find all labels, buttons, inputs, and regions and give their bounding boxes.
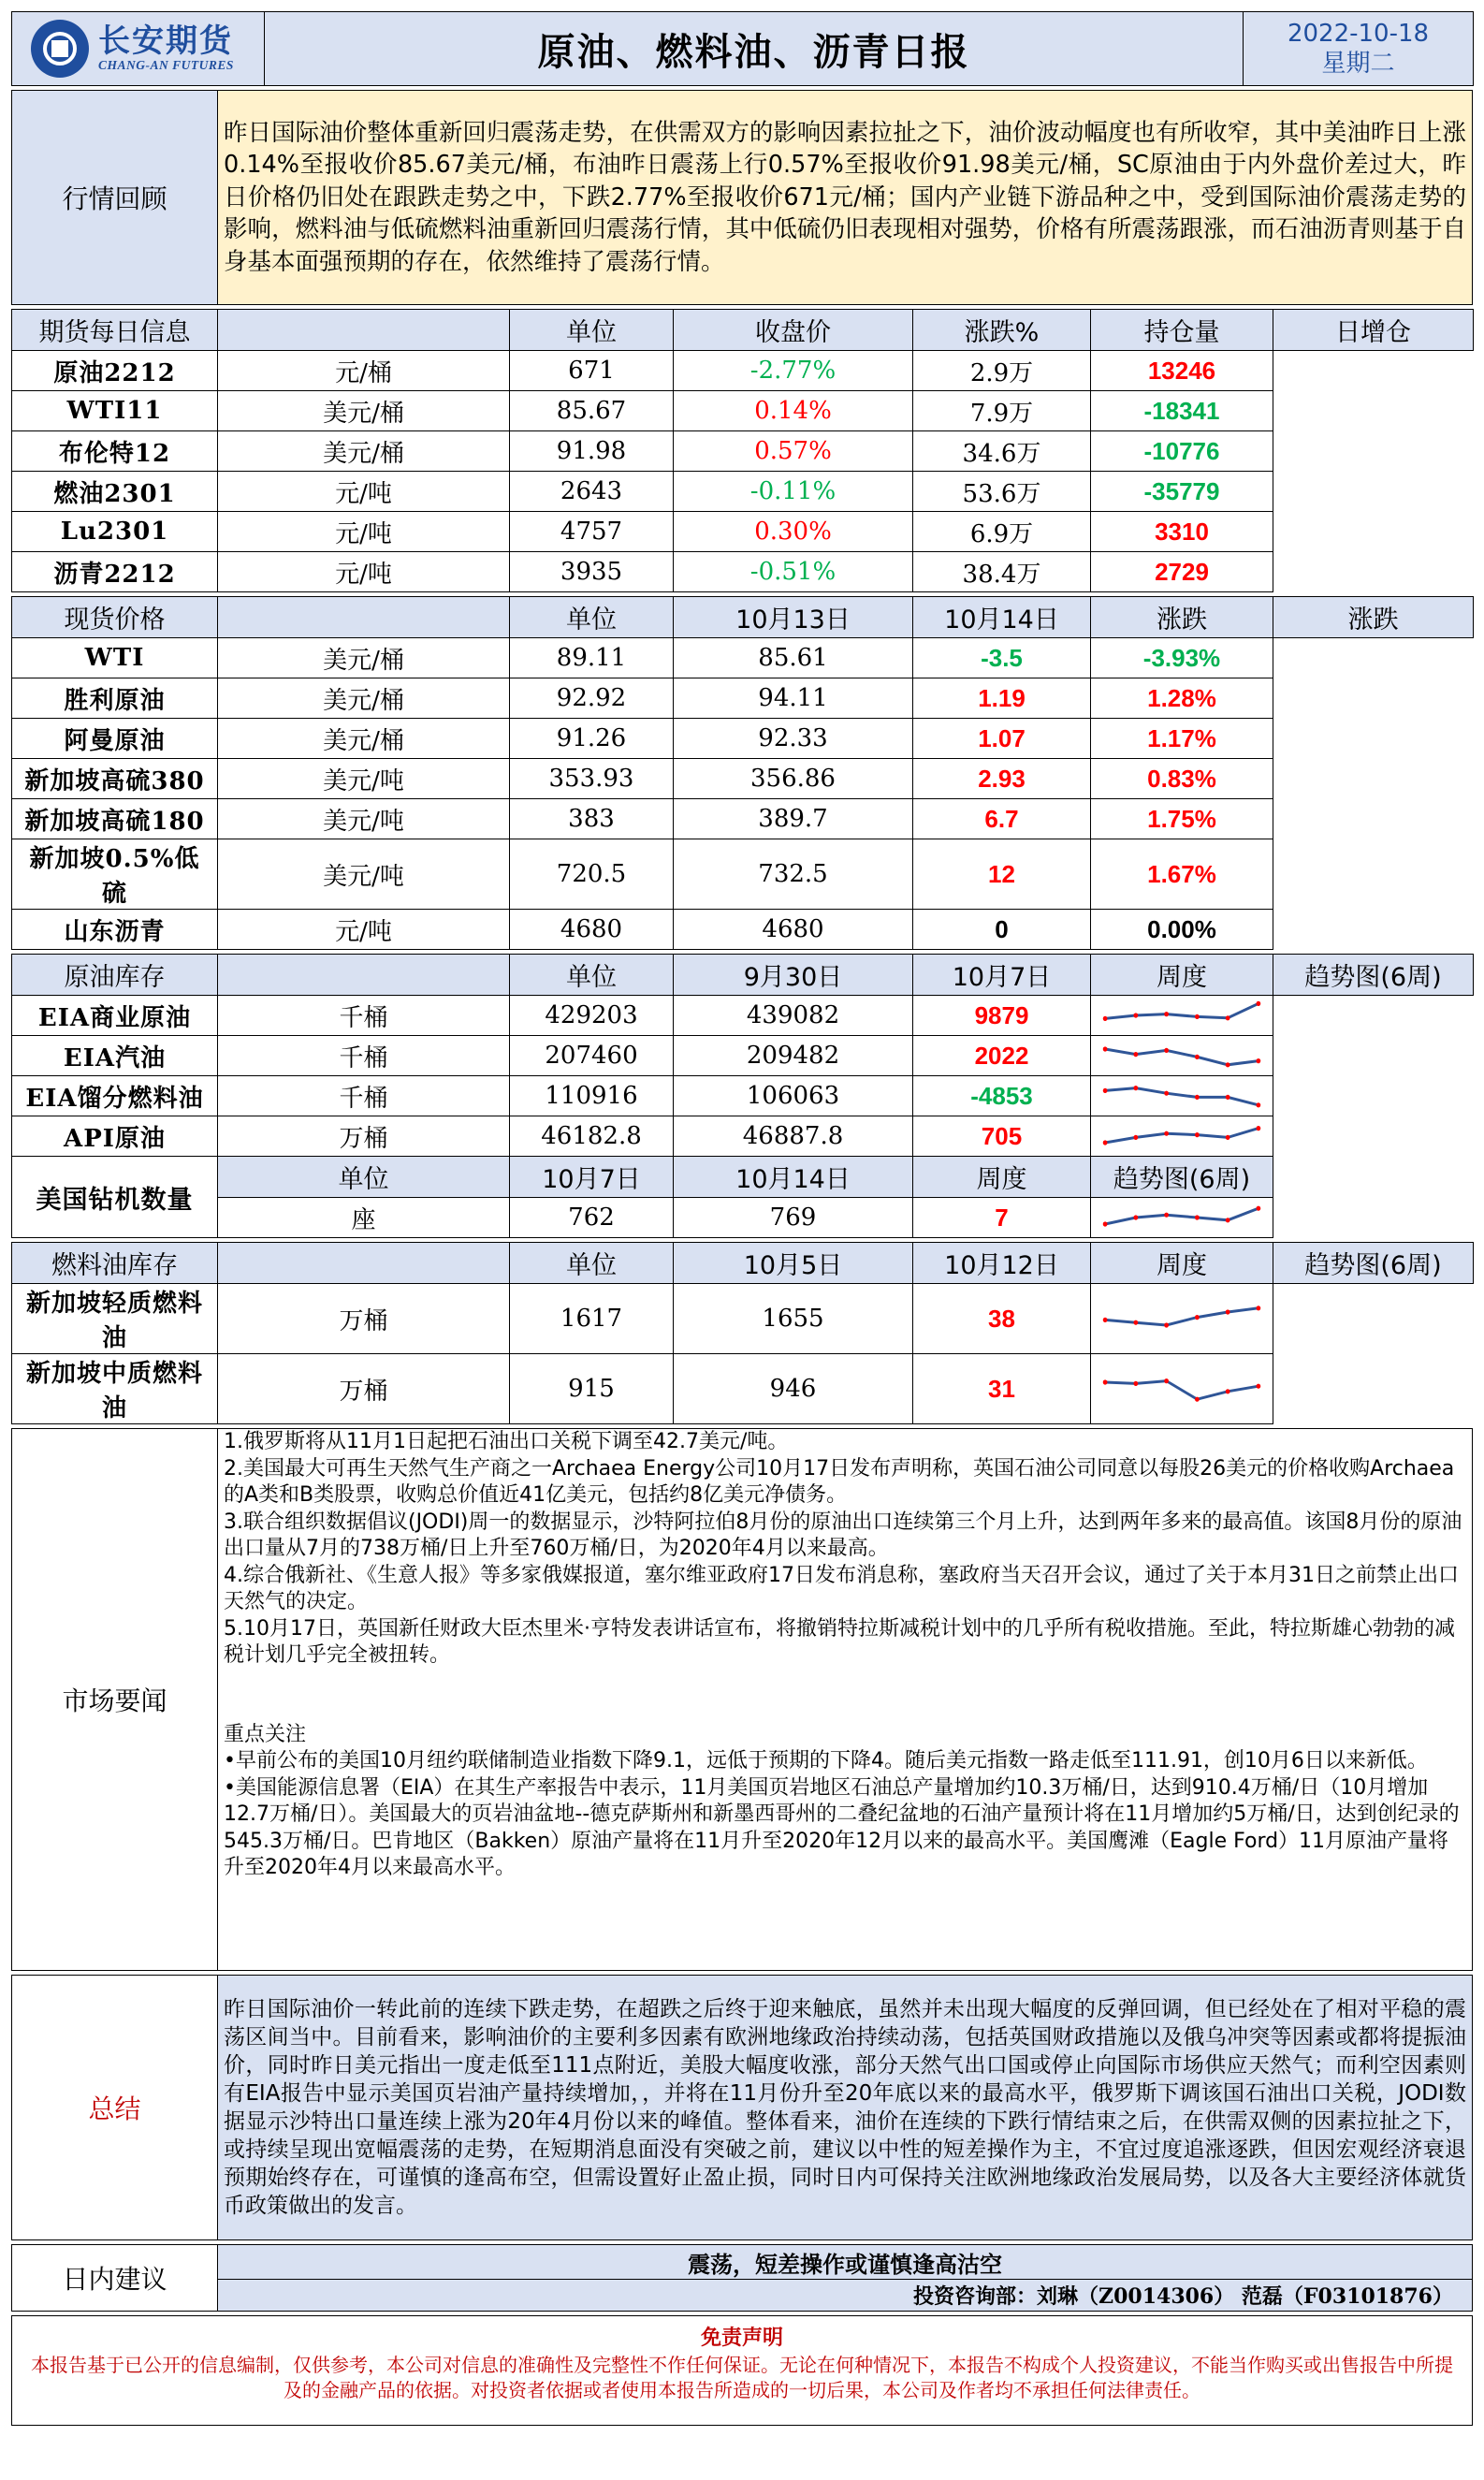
fuel-inventory-label: 燃料油库存 <box>12 1243 218 1284</box>
crude-inventory-value-d2: 439082 <box>674 996 913 1036</box>
spot-row <box>12 678 1474 719</box>
news-content <box>218 1429 1473 1971</box>
fuel-inventory-value-d2: 1655 <box>674 1284 913 1354</box>
crude-inventory-row <box>12 1076 1474 1116</box>
spot-price-d2: 92.33 <box>674 719 913 759</box>
fuel-inventory-1-trend-point-1 <box>1103 1318 1108 1322</box>
spot-change-pct: 1.28% <box>1091 678 1273 719</box>
crude-inventory-weekly-change: 2022 <box>913 1036 1091 1076</box>
futures-header-blank <box>218 310 510 351</box>
crude-inventory-item-name: EIA馏分燃料油 <box>12 1076 218 1116</box>
spot-row <box>12 799 1474 839</box>
logo-cn-text: 长安期货 <box>98 22 233 60</box>
fuel-inventory-1-trend-point-2 <box>1133 1320 1138 1325</box>
crude-inventory-item-name: EIA汽油 <box>12 1036 218 1076</box>
spot-change-pct: 0.83% <box>1091 759 1273 799</box>
news-item-1: 1.俄罗斯将从11月1日起把石油出口关税下调至42.7美元/吨。 <box>224 1430 789 1453</box>
spot-price-d1: 4680 <box>510 910 674 950</box>
futures-close: 2643 <box>510 472 674 512</box>
crude-inventory-1-trend-line <box>1105 1003 1258 1018</box>
fuel-inventory-value-d1: 1617 <box>510 1284 674 1354</box>
crude-inventory-4-trend-point-6 <box>1257 1126 1261 1131</box>
crude-inventory-3-trend-point-4 <box>1195 1095 1200 1100</box>
crude-header-d1: 9月30日 <box>674 955 913 996</box>
spot-price-d1: 353.93 <box>510 759 674 799</box>
crude-inventory-value-d1: 207460 <box>510 1036 674 1076</box>
futures-row <box>12 512 1474 552</box>
disclaimer-section <box>11 2315 1473 2426</box>
futures-close: 3935 <box>510 552 674 592</box>
company-logo-icon <box>31 20 89 78</box>
spot-label: 现货价格 <box>12 597 218 638</box>
futures-change-pct: 0.14% <box>674 391 913 431</box>
spot-product-name: 新加坡高硫380 <box>12 759 218 799</box>
spot-price-d2: 4680 <box>674 910 913 950</box>
futures-change-pct: -0.51% <box>674 552 913 592</box>
crude-inventory-3-trend-point-2 <box>1133 1086 1138 1090</box>
fuel-inventory-row <box>12 1354 1474 1424</box>
fuel-inventory-trend-sparkline <box>1097 1372 1267 1406</box>
rig-d2: 769 <box>674 1198 913 1238</box>
review-section <box>11 90 1473 305</box>
spot-product-name: 新加坡0.5%低硫 <box>12 839 218 910</box>
rig-trend-point-1 <box>1103 1221 1108 1226</box>
spot-change-pct: 1.75% <box>1091 799 1273 839</box>
crude-inventory-unit: 千桶 <box>218 996 510 1036</box>
date-cell <box>1244 12 1474 86</box>
futures-row <box>12 472 1474 512</box>
futures-change-pct: 0.30% <box>674 512 913 552</box>
rig-trend-line <box>1105 1208 1258 1224</box>
futures-open-interest: 7.9万 <box>913 391 1091 431</box>
spot-row <box>12 719 1474 759</box>
futures-open-interest: 38.4万 <box>913 552 1091 592</box>
spot-product-name: WTI <box>12 638 218 678</box>
spot-unit: 美元/桶 <box>218 638 510 678</box>
spot-unit: 美元/桶 <box>218 678 510 719</box>
crude-inventory-unit: 千桶 <box>218 1076 510 1116</box>
fuel-header-d2: 10月12日 <box>913 1243 1091 1284</box>
crude-inventory-4-trend-point-3 <box>1164 1131 1169 1136</box>
spot-change: -3.5 <box>913 638 1091 678</box>
spot-price-d2: 85.61 <box>674 638 913 678</box>
crude-inventory-4-trend-point-2 <box>1133 1135 1138 1140</box>
crude-inventory-item-name: EIA商业原油 <box>12 996 218 1036</box>
crude-inventory-row <box>12 996 1474 1036</box>
crude-inventory-value-d2: 46887.8 <box>674 1116 913 1157</box>
fuel-inventory-unit: 万桶 <box>218 1284 510 1354</box>
futures-open-interest: 34.6万 <box>913 431 1091 472</box>
futures-row <box>12 431 1474 472</box>
spot-header-blank <box>218 597 510 638</box>
spot-change-pct: -3.93% <box>1091 638 1273 678</box>
spot-row <box>12 910 1474 950</box>
crude-inventory-2-trend-line <box>1105 1049 1258 1065</box>
crude-inventory-3-trend-point-5 <box>1226 1095 1230 1100</box>
spot-change: 1.07 <box>913 719 1091 759</box>
news-label: 市场要闻 <box>12 1429 218 1971</box>
fuel-inventory-trend-sparkline <box>1097 1302 1267 1335</box>
rig-header-unit: 单位 <box>218 1157 510 1198</box>
crude-inventory-trend-cell <box>1091 1036 1273 1076</box>
futures-header-row <box>12 310 1474 351</box>
futures-header-oi: 持仓量 <box>1091 310 1273 351</box>
crude-inventory-4-trend-line <box>1105 1129 1258 1143</box>
crude-inventory-1-trend-point-2 <box>1133 1013 1138 1017</box>
crude-inventory-table <box>11 954 1474 1238</box>
spot-header-d1: 10月13日 <box>674 597 913 638</box>
rig-header-d2: 10月14日 <box>674 1157 913 1198</box>
fuel-header-d1: 10月5日 <box>674 1243 913 1284</box>
crude-inventory-2-trend-point-3 <box>1164 1048 1169 1053</box>
fuel-inventory-table <box>11 1242 1474 1424</box>
rig-trend-point-5 <box>1226 1218 1230 1222</box>
futures-close: 85.67 <box>510 391 674 431</box>
rig-trend-point-2 <box>1133 1215 1138 1219</box>
crude-header-unit: 单位 <box>510 955 674 996</box>
spot-table <box>11 596 1474 950</box>
crude-header-d2: 10月7日 <box>913 955 1091 996</box>
crude-inventory-value-d1: 429203 <box>510 996 674 1036</box>
spot-price-d1: 720.5 <box>510 839 674 910</box>
fuel-inventory-value-d1: 915 <box>510 1354 674 1424</box>
fuel-inventory-2-trend-point-5 <box>1226 1389 1230 1393</box>
spot-unit: 元/吨 <box>218 910 510 950</box>
futures-contract-name: 燃油2301 <box>12 472 218 512</box>
crude-inventory-trend-sparkline <box>1097 1079 1267 1113</box>
spot-unit: 美元/吨 <box>218 759 510 799</box>
futures-open-interest: 53.6万 <box>913 472 1091 512</box>
crude-inventory-weekly-change: 9879 <box>913 996 1091 1036</box>
futures-header-doi: 日增仓 <box>1273 310 1474 351</box>
crude-inventory-3-trend-point-1 <box>1103 1088 1108 1093</box>
rig-trend-sparkline <box>1097 1201 1267 1234</box>
rig-unit: 座 <box>218 1198 510 1238</box>
futures-change-pct: -2.77% <box>674 351 913 391</box>
spot-change: 6.7 <box>913 799 1091 839</box>
futures-unit: 元/吨 <box>218 512 510 552</box>
futures-daily-oi-change: -35779 <box>1091 472 1273 512</box>
rig-trend-point-4 <box>1195 1215 1200 1219</box>
news-item-2: 2.美国最大可再生天然气生产商之一Archaea Energy公司10月17日发布声明称，英国石油公司同意以每股26美元的价格收购Archaea的A类和B类股票，收购总价值近41亿美元，包括约8亿美元净债务。 <box>224 1456 1455 1507</box>
futures-daily-oi-change: -10776 <box>1091 431 1273 472</box>
focus-item-1: •早前公布的美国10月纽约联储制造业指数下降9.1，远低于预期的下降4。随后美元指数一路走低至111.91，创10月6日以来新低。 <box>224 1749 1428 1772</box>
futures-daily-oi-change: 13246 <box>1091 351 1273 391</box>
futures-header-chg: 涨跌% <box>913 310 1091 351</box>
crude-inventory-trend-sparkline <box>1097 999 1267 1032</box>
futures-unit: 美元/桶 <box>218 391 510 431</box>
report-title: 原油、燃料油、沥青日报 <box>265 12 1244 86</box>
futures-open-interest: 6.9万 <box>913 512 1091 552</box>
spot-unit: 美元/吨 <box>218 799 510 839</box>
fuel-header-trend: 趋势图(6周) <box>1273 1243 1474 1284</box>
crude-inventory-3-trend-point-6 <box>1257 1102 1261 1107</box>
crude-inventory-2-trend-point-2 <box>1133 1052 1138 1057</box>
futures-contract-name: 沥青2212 <box>12 552 218 592</box>
futures-row <box>12 552 1474 592</box>
spot-header-unit: 单位 <box>510 597 674 638</box>
crude-inventory-trend-sparkline <box>1097 1119 1267 1153</box>
crude-inventory-trend-cell <box>1091 1116 1273 1157</box>
crude-inventory-3-trend-line <box>1105 1088 1258 1105</box>
futures-close: 671 <box>510 351 674 391</box>
fuel-inventory-1-trend-point-4 <box>1195 1315 1200 1320</box>
crude-inventory-1-trend-point-5 <box>1226 1015 1230 1020</box>
futures-row <box>12 391 1474 431</box>
spot-change: 2.93 <box>913 759 1091 799</box>
report-page <box>11 11 1473 2426</box>
crude-inventory-1-trend-point-3 <box>1164 1012 1169 1016</box>
spot-change-pct: 0.00% <box>1091 910 1273 950</box>
rig-d1: 762 <box>510 1198 674 1238</box>
rig-weekly-change: 7 <box>913 1198 1091 1238</box>
crude-header-row <box>12 955 1474 996</box>
news-section <box>11 1428 1473 1971</box>
logo-cell <box>12 12 265 86</box>
rig-count-name: 美国钻机数量 <box>12 1157 218 1238</box>
rig-header-d1: 10月7日 <box>510 1157 674 1198</box>
rig-trend-point-6 <box>1257 1206 1261 1211</box>
fuel-inventory-unit: 万桶 <box>218 1354 510 1424</box>
consultant-info: 投资咨询部：刘琳（Z0014306） 范磊（F03101876） <box>218 2280 1473 2312</box>
fuel-inventory-2-trend-point-1 <box>1103 1379 1108 1384</box>
crude-inventory-3-trend-point-3 <box>1164 1091 1169 1096</box>
crude-inventory-trend-cell <box>1091 996 1273 1036</box>
crude-inventory-unit: 万桶 <box>218 1116 510 1157</box>
crude-inventory-1-trend-point-4 <box>1195 1014 1200 1019</box>
spot-price-d2: 356.86 <box>674 759 913 799</box>
review-label: 行情回顾 <box>12 91 218 305</box>
futures-change-pct: -0.11% <box>674 472 913 512</box>
crude-inventory-2-trend-point-6 <box>1257 1058 1261 1063</box>
futures-change-pct: 0.57% <box>674 431 913 472</box>
spot-change-pct: 1.17% <box>1091 719 1273 759</box>
fuel-inventory-2-trend-point-2 <box>1133 1381 1138 1386</box>
crude-inventory-weekly-change: 705 <box>913 1116 1091 1157</box>
spot-product-name: 新加坡高硫180 <box>12 799 218 839</box>
futures-header-unit: 单位 <box>510 310 674 351</box>
crude-inventory-trend-sparkline <box>1097 1039 1267 1072</box>
fuel-inventory-weekly-change: 31 <box>913 1354 1091 1424</box>
report-date: 2022-10-18 <box>1287 20 1430 48</box>
spot-unit: 美元/桶 <box>218 719 510 759</box>
spot-price-d1: 92.92 <box>510 678 674 719</box>
news-item-5: 5.10月17日，英国新任财政大臣杰里米·亨特发表讲话宣布，将撤销特拉斯减税计划中的几乎所有税收措施。至此，特拉斯雄心勃勃的减税计划几乎完全被扭转。 <box>224 1616 1455 1667</box>
futures-unit: 元/吨 <box>218 552 510 592</box>
fuel-inventory-item-name: 新加坡轻质燃料油 <box>12 1284 218 1354</box>
spot-price-d2: 94.11 <box>674 678 913 719</box>
spot-product-name: 山东沥青 <box>12 910 218 950</box>
rig-header-row <box>12 1157 1474 1198</box>
summary-text: 昨日国际油价一转此前的连续下跌走势，在超跌之后终于迎来触底，虽然并未出现大幅度的反弹回调，但已经处在了相对平稳的震荡区间当中。目前看来，影响油价的主要利多因素有欧洲地缘政治持续动荡，包括英国财政措施以及俄乌冲突等因素或都将提振油价，同时昨日美元指出一度走低至111点附近，美股大幅度收涨，部分天然气出口国或停止向国际市场供应天然气；而利空因素则有EIA报告中显示美国页岩油产量持续增加，，并将在11月份升至20年底以来的最高水平，俄罗斯下调该国石油出口关税，JODI数据显示沙特出口量连续上涨为20年4月份以来的峰值。整体看来，油价在连续的下跌行情结束之后，在供需双侧的因素拉扯之下，或持续呈现出宽幅震荡的走势，在短期消息面没有突破之前，建议以中性的短差操作为主，不宜过度追涨逐跌，但因宏观经济衰退预期始终存在，可谨慎的逢高布空，但需设置好止盈止损，同时日内可保持关注欧洲地缘政治发展局势，以及各大主要经济体就货币政策做出的发言。 <box>218 1976 1473 2240</box>
futures-contract-name: Lu2301 <box>12 512 218 552</box>
spot-change: 0 <box>913 910 1091 950</box>
fuel-inventory-1-trend-point-5 <box>1226 1309 1230 1314</box>
crude-inventory-row <box>12 1036 1474 1076</box>
spot-row <box>12 839 1474 910</box>
fuel-inventory-item-name: 新加坡中质燃料油 <box>12 1354 218 1424</box>
crude-inventory-4-trend-point-1 <box>1103 1140 1108 1145</box>
spot-row <box>12 638 1474 678</box>
fuel-inventory-weekly-change: 38 <box>913 1284 1091 1354</box>
futures-unit: 元/桶 <box>218 351 510 391</box>
fuel-inventory-trend-cell <box>1091 1284 1273 1354</box>
crude-header-wk: 周度 <box>1091 955 1273 996</box>
crude-inventory-1-trend-point-1 <box>1103 1016 1108 1021</box>
crude-inventory-value-d1: 46182.8 <box>510 1116 674 1157</box>
crude-inventory-row <box>12 1116 1474 1157</box>
crude-inventory-weekly-change: -4853 <box>913 1076 1091 1116</box>
advice-section <box>11 2244 1473 2312</box>
rig-data-row <box>12 1198 1474 1238</box>
crude-inventory-1-trend-point-6 <box>1257 1001 1261 1006</box>
fuel-inventory-trend-cell <box>1091 1354 1273 1424</box>
fuel-inventory-2-trend-point-4 <box>1195 1397 1200 1402</box>
crude-inventory-2-trend-point-1 <box>1103 1046 1108 1051</box>
disclaimer-text: 本报告基于已公开的信息编制，仅供参考，本公司对信息的准确性及完整性不作任何保证。无论在何种情况下，本报告不构成个人投资建议，不能当作购买或出售报告中所提及的金融产品的依据。对投资者依据或者使用本报告所造成的一切后果，本公司及作者均不承担任何法律责任。 <box>31 2354 1453 2401</box>
summary-label: 总结 <box>12 1976 218 2240</box>
focus-title: 重点关注 <box>224 1722 307 1746</box>
crude-header-blank <box>218 955 510 996</box>
disclaimer-title: 免责声明 <box>700 2326 783 2350</box>
report-weekday: 星期二 <box>1321 50 1395 78</box>
crude-inventory-value-d2: 106063 <box>674 1076 913 1116</box>
spot-change-pct: 1.67% <box>1091 839 1273 910</box>
fuel-inventory-2-trend-line <box>1105 1381 1258 1400</box>
futures-contract-name: WTI11 <box>12 391 218 431</box>
fuel-inventory-1-trend-point-6 <box>1257 1306 1261 1310</box>
spot-row <box>12 759 1474 799</box>
spot-price-d2: 389.7 <box>674 799 913 839</box>
rig-trend-point-3 <box>1164 1213 1169 1218</box>
spot-header-chg: 涨跌 <box>1091 597 1273 638</box>
futures-table <box>11 309 1474 592</box>
futures-contract-name: 原油2212 <box>12 351 218 391</box>
crude-header-trend: 趋势图(6周) <box>1273 955 1474 996</box>
futures-daily-oi-change: 3310 <box>1091 512 1273 552</box>
fuel-inventory-1-trend-line <box>1105 1308 1258 1325</box>
crude-inventory-value-d1: 110916 <box>510 1076 674 1116</box>
fuel-header-unit: 单位 <box>510 1243 674 1284</box>
futures-daily-oi-change: -18341 <box>1091 391 1273 431</box>
spot-change: 12 <box>913 839 1091 910</box>
futures-daily-oi-change: 2729 <box>1091 552 1273 592</box>
futures-header-close: 收盘价 <box>674 310 913 351</box>
futures-unit: 美元/桶 <box>218 431 510 472</box>
fuel-inventory-value-d2: 946 <box>674 1354 913 1424</box>
fuel-header-row <box>12 1243 1474 1284</box>
crude-inventory-2-trend-point-5 <box>1226 1062 1230 1067</box>
review-text: 昨日国际油价整体重新回归震荡走势，在供需双方的影响因素拉扯之下，油价波动幅度也有所收窄，其中美油昨日上涨0.14%至报收价85.67美元/桶，布油昨日震荡上行0.57%至报收价91.98美元/桶，SC原油由于内外盘价差过大，昨日价格仍旧处在跟跌走势之中，下跌2.77%至报收价671元/桶；国内产业链下游品种之中，受到国际油价震荡走势的影响，燃料油与低硫燃料油重新回归震荡行情，其中低硫仍旧表现相对强势，价格有所震荡跟涨，而石油沥青则基于自身基本面强预期的存在，依然维持了震荡行情。 <box>218 91 1473 305</box>
news-item-3: 3.联合组织数据倡议(JODI)周一的数据显示，沙特阿拉伯8月份的原油出口连续第三个月上升，达到两年多来的最高值。该国8月份的原油出口量从7月的738万桶/日上升至760万桶/日，为2020年4月以来最高。 <box>224 1510 1462 1560</box>
futures-close: 91.98 <box>510 431 674 472</box>
spot-header-d2: 10月14日 <box>913 597 1091 638</box>
spot-price-d2: 732.5 <box>674 839 913 910</box>
futures-close: 4757 <box>510 512 674 552</box>
spot-change: 1.19 <box>913 678 1091 719</box>
crude-inventory-unit: 千桶 <box>218 1036 510 1076</box>
fuel-header-wk: 周度 <box>1091 1243 1273 1284</box>
logo-en-text: CHANG-AN FUTURES <box>98 58 234 72</box>
fuel-inventory-2-trend-point-3 <box>1164 1379 1169 1383</box>
futures-open-interest: 2.9万 <box>913 351 1091 391</box>
fuel-header-blank <box>218 1243 510 1284</box>
fuel-inventory-row <box>12 1284 1474 1354</box>
spot-header-row <box>12 597 1474 638</box>
futures-contract-name: 布伦特12 <box>12 431 218 472</box>
futures-label: 期货每日信息 <box>12 310 218 351</box>
crude-inventory-value-d2: 209482 <box>674 1036 913 1076</box>
spot-header-pct: 涨跌 <box>1273 597 1474 638</box>
rig-header-wk: 周度 <box>913 1157 1091 1198</box>
crude-inventory-2-trend-point-4 <box>1195 1055 1200 1059</box>
news-item-4: 4.综合俄新社、《生意人报》等多家俄媒报道，塞尔维亚政府17日发布消息称，塞政府当天召开会议，通过了关于本月31日之前禁止出口天然气的决定。 <box>224 1563 1459 1613</box>
spot-product-name: 胜利原油 <box>12 678 218 719</box>
advice-label: 日内建议 <box>12 2245 218 2312</box>
focus-item-2: •美国能源信息署（EIA）在其生产率报告中表示，11月美国页岩地区石油总产量增加约10.3万桶/日，达到910.4万桶/日（10月增加12.7万桶/日）。美国最大的页岩油盆地--德克萨斯州和新墨西哥州的二叠纪盆地的石油产量预计将在11月增加约5万桶/日，达到创纪录的545.3万桶/日。巴肯地区（Bakken）原油产量将在11月升至2020年12月以来的最高水平。美国鹰滩（Eagle Ford）11月原油产量将升至2020年4月以来最高水平。 <box>224 1775 1460 1879</box>
rig-trend-cell <box>1091 1198 1273 1238</box>
title-bar <box>11 11 1474 86</box>
futures-row <box>12 351 1474 391</box>
crude-inventory-4-trend-point-4 <box>1195 1132 1200 1137</box>
fuel-inventory-1-trend-point-3 <box>1164 1322 1169 1327</box>
spot-unit: 美元/吨 <box>218 839 510 910</box>
summary-section <box>11 1975 1473 2240</box>
crude-inventory-4-trend-point-5 <box>1226 1135 1230 1140</box>
crude-inventory-trend-cell <box>1091 1076 1273 1116</box>
crude-inventory-label: 原油库存 <box>12 955 218 996</box>
spot-price-d1: 91.26 <box>510 719 674 759</box>
futures-unit: 元/吨 <box>218 472 510 512</box>
spot-price-d1: 89.11 <box>510 638 674 678</box>
advice-text: 震荡，短差操作或谨慎逢高沽空 <box>218 2245 1473 2280</box>
spot-price-d1: 383 <box>510 799 674 839</box>
crude-inventory-item-name: API原油 <box>12 1116 218 1157</box>
fuel-inventory-2-trend-point-6 <box>1257 1384 1261 1389</box>
rig-header-trend: 趋势图(6周) <box>1091 1157 1273 1198</box>
spot-product-name: 阿曼原油 <box>12 719 218 759</box>
